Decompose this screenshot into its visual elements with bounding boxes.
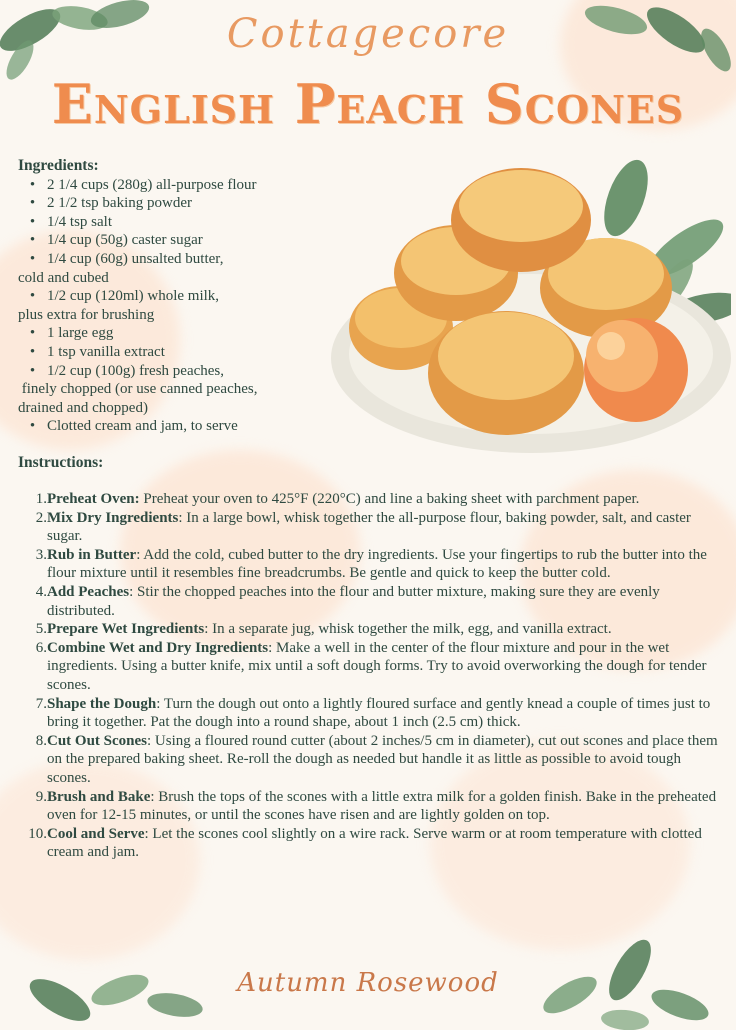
step-body — [47, 583, 718, 620]
step-number: 3. — [35, 546, 47, 563]
step-text: Preheat your oven to 425°F (220°C) and line a baking sheet with parchment paper. — [139, 491, 640, 507]
step-title: Rub in Butter — [47, 546, 137, 563]
peach-scones-plate-illustration — [326, 158, 731, 468]
step-number: 6. — [35, 639, 47, 656]
list-item-continuation — [18, 306, 348, 325]
list-item — [18, 287, 348, 306]
step-text: : Using a floured round cutter (about 2 inches/5 cm in diameter), cut out scones and place them on the prepared baking sheet. Re-roll the dough as needed but handle it as little as possible to avoid tough scones. — [47, 732, 718, 786]
step-body — [47, 788, 718, 825]
instruction-step — [18, 509, 718, 546]
ingredient-text: Clotted cream and jam, to serve — [47, 418, 238, 435]
instruction-step — [18, 695, 718, 732]
step-title: Cool and Serve — [47, 825, 145, 842]
step-number: 10. — [28, 825, 47, 842]
step-body — [47, 639, 718, 695]
step-text: : Make a well in the center of the flour mixture and pour in the wet ingredients. Using a butter knife, mix until a soft dough forms. Try to avoid overworking the dough for tender scones. — [47, 639, 707, 693]
step-text: : Add the cold, cubed butter to the dry ingredients. Use your fingertips to rub the butter into the flour mixture until it resembles fine breadcrumbs. Be gentle and quick to keep the butter cold. — [47, 546, 707, 582]
ingredient-text: plus extra for brushing — [18, 306, 155, 323]
bullet-icon: • — [29, 343, 36, 360]
step-body — [47, 509, 718, 546]
step-number: 8. — [35, 732, 47, 749]
recipe-title: English Peach Scones — [51, 72, 685, 136]
step-number: 4. — [35, 583, 47, 600]
list-item-continuation — [18, 399, 348, 418]
instructions-heading: Instructions: — [18, 454, 104, 471]
bullet-icon: • — [29, 250, 36, 267]
step-title: Cut Out Scones — [47, 732, 148, 749]
recipe-header — [0, 8, 736, 148]
step-body — [47, 490, 718, 509]
step-title: Combine Wet and Dry Ingredients — [47, 639, 269, 656]
step-title: Brush and Bake — [47, 788, 151, 805]
bullet-icon: • — [29, 176, 36, 193]
instruction-step — [18, 639, 718, 695]
ingredient-text: 1/2 cup (100g) fresh peaches, — [47, 362, 225, 379]
ingredients-heading: Ingredients: — [18, 157, 99, 174]
step-title: Mix Dry Ingredients — [47, 509, 179, 526]
step-body — [47, 825, 718, 862]
ingredient-text: 1 large egg — [47, 325, 114, 342]
list-item — [18, 176, 348, 195]
step-title: Prepare Wet Ingredients — [47, 621, 205, 638]
step-title: Shape the Dough — [47, 695, 157, 712]
bullet-icon: • — [29, 418, 36, 435]
ingredient-text: 1/4 cup (60g) unsalted butter, — [47, 250, 224, 267]
step-text: : Brush the tops of the scones with a little extra milk for a golden finish. Bake in the preheated oven for 12-15 minutes, or until the scones have risen and are lightly golden on top. — [47, 788, 717, 824]
step-number: 5. — [35, 621, 47, 638]
step-title: Add Peaches — [47, 583, 130, 600]
ingredient-text: 1/2 cup (120ml) whole milk, — [47, 288, 220, 305]
step-number: 9. — [35, 788, 47, 805]
list-item — [18, 417, 348, 436]
step-number: 7. — [35, 695, 47, 712]
instruction-step — [18, 788, 718, 825]
instruction-step — [18, 546, 718, 583]
list-item — [18, 194, 348, 213]
step-body — [47, 620, 718, 639]
ingredients-list — [18, 176, 348, 436]
bullet-icon: • — [29, 232, 36, 249]
step-text: : In a separate jug, whisk together the milk, egg, and vanilla extract. — [204, 621, 612, 638]
ingredient-text: 1 tsp vanilla extract — [47, 343, 165, 360]
step-body — [47, 695, 718, 732]
bullet-icon: • — [29, 195, 36, 212]
bullet-icon: • — [29, 325, 36, 342]
ingredient-text: drained and chopped) — [18, 399, 148, 416]
bullet-icon: • — [29, 288, 36, 305]
step-text: : Let the scones cool slightly on a wire rack. Serve warm or at room temperature with clotted cream and jam. — [47, 825, 702, 861]
ingredient-text: 2 1/4 cups (280g) all-purpose flour — [47, 176, 257, 193]
list-item-continuation — [18, 269, 348, 288]
list-item — [18, 231, 348, 250]
instructions-list — [18, 490, 718, 862]
ingredient-text: 1/4 tsp salt — [47, 213, 113, 230]
instruction-step — [18, 620, 718, 639]
ingredient-text: finely chopped (or use canned peaches, — [18, 381, 258, 398]
list-item — [18, 250, 348, 269]
author-signature: Autumn Rosewood — [237, 968, 499, 998]
instruction-step — [18, 583, 718, 620]
instruction-step — [18, 490, 718, 509]
step-text: : In a large bowl, whisk together the all-purpose flour, baking powder, salt, and caster sugar. — [47, 509, 691, 545]
list-item — [18, 213, 348, 232]
bullet-icon: • — [29, 213, 36, 230]
step-body — [47, 546, 718, 583]
step-number: 1. — [35, 491, 47, 507]
ingredient-text: 2 1/2 tsp baking powder — [47, 195, 192, 212]
instruction-step — [18, 825, 718, 862]
list-item — [18, 324, 348, 343]
step-number: 2. — [35, 509, 47, 526]
ingredient-text: cold and cubed — [18, 269, 109, 286]
bullet-icon: • — [29, 362, 36, 379]
list-item — [18, 362, 348, 381]
step-text: : Turn the dough out onto a lightly floured surface and gently knead a couple of times just to bring it together. Pat the dough into a round shape, about 1 inch (2.5 cm) thick. — [47, 695, 711, 731]
list-item-continuation — [18, 380, 348, 399]
ingredient-text: 1/4 cup (50g) caster sugar — [47, 232, 203, 249]
step-title: Preheat Oven: — [47, 491, 140, 507]
instruction-step — [18, 732, 718, 788]
recipe-subtitle: Cottagecore — [226, 11, 510, 57]
list-item — [18, 343, 348, 362]
ingredients-section — [18, 157, 348, 436]
step-text: : Stir the chopped peaches into the flour and butter mixture, making sure they are evenly distributed. — [47, 583, 660, 619]
step-body — [47, 732, 718, 788]
